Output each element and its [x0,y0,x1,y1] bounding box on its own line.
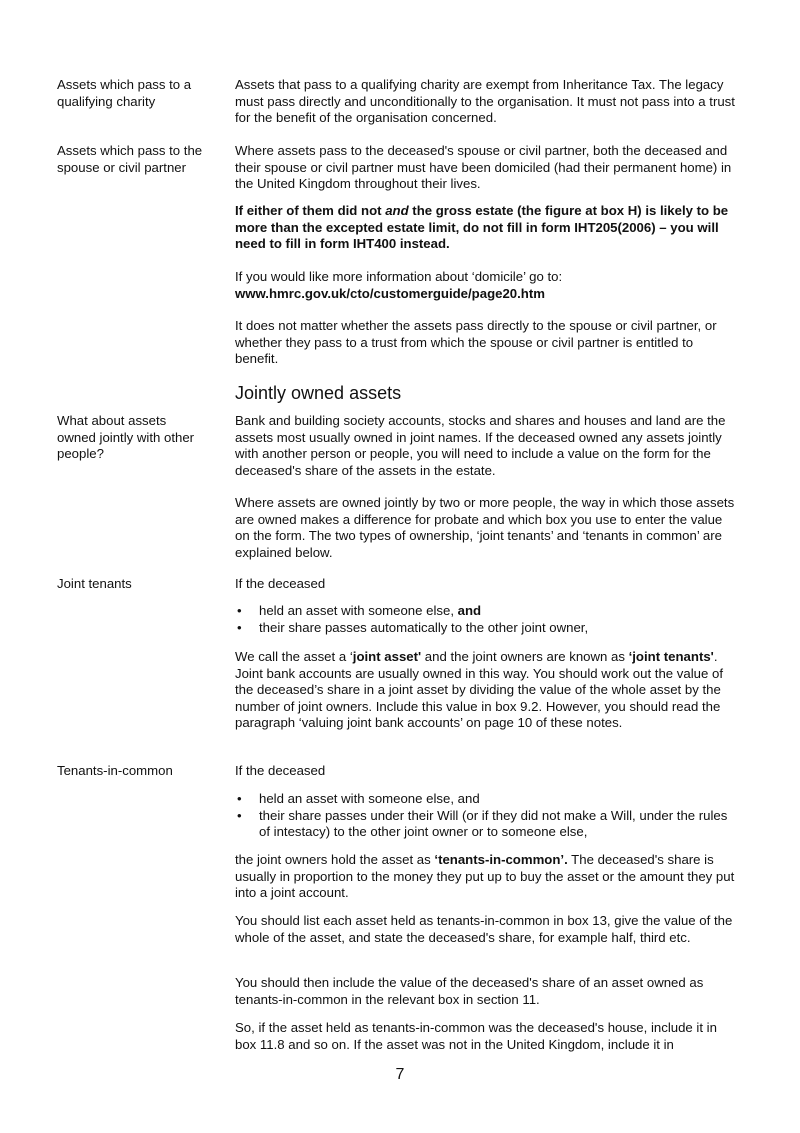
charity-text: Assets that pass to a qualifying charity are exempt from Inheritance Tax. The legacy must pass directly and unconditionally to the organisation. It must not pass into a trust for the benefit of the organisation concerned. [235,77,735,125]
tic-p2-text: You should list each asset held as tenants-in-common in box 13, give the value of the whole of the asset, and state the deceased's share, for example half, third etc. [235,913,733,945]
jointly-paragraph-2 [235,495,740,561]
side-label-jointly: What about assets owned jointly with other people? [57,413,195,461]
spouse-paragraph-4 [235,318,740,368]
jt-text-a: We call the asset a ‘ [235,649,353,664]
bullet-icon: • [237,603,242,618]
list-item [235,808,740,841]
spouse-warning-and: and [385,203,409,218]
bullet-icon: • [237,807,242,823]
bullet-text: their share passes automatically to the other joint owner, [259,619,589,635]
jt-bold-joint-asset: joint asset' [352,649,422,664]
tic-intro [235,763,740,780]
tic-paragraph-4 [235,1020,740,1053]
bullet-text: held an asset with someone else, and [259,791,480,806]
domicile-info [235,269,740,302]
jointly-p2-text: Where assets are owned jointly by two or more people, the way in which those assets are owned makes a difference for probate and which box you use to enter the value on the form. The two types of ownership, ‘joint tenants’ and ‘tenants in common’ are explained below. [235,495,735,560]
jt-bold-joint-tenants: ‘joint tenants' [628,649,714,664]
spouse-warning [235,203,740,253]
tic-p1-bold: ‘tenants-in-common’. [434,852,568,867]
page-number: 7 [395,1066,405,1083]
jt-text-c: and the joint owners are known as [421,649,629,664]
bullet-text: their share passes under their Will (or if they did not make a Will, under the rules of intestacy) to the other joint owner or to someone else, [259,807,728,839]
joint-tenants-intro [235,576,740,593]
section-heading: Jointly owned assets [235,383,402,403]
tic-bullets [235,791,740,841]
spouse-paragraph-4-text: It does not matter whether the assets pass directly to the spouse or civil partner, or whether they pass to a trust from which the spouse or civil partner is entitled to benefit. [235,318,717,366]
tic-p1-b: The deceased's share is usually in proportion to the money they put up to buy the asset or the amount they put into a joint account. [235,852,735,900]
spouse-warning-a: If either of them did not [235,203,386,218]
bullet-bold: and [457,603,482,618]
side-label-charity: Assets which pass to a qualifying charity [57,77,192,109]
joint-tenants-bullets [235,603,740,636]
spouse-warning-b: the gross estate (the figure at box H) is likely to be more than the excepted estate limit, do not fill in form IHT205(2006) – you will need to fill in form IHT400 instead. [235,203,729,251]
tic-intro-text: If the deceased [235,763,326,778]
list-item [235,620,740,637]
side-label-joint-tenants: Joint tenants [57,576,132,591]
jointly-p1-text: Bank and building society accounts, stocks and shares and houses and land are the assets most usually owned in joint names. If the deceased owned any assets jointly with another person or people, you will need to include a value on the form for the deceased's share of the assets in the estate. [235,413,726,478]
bullet-text: held an asset with someone else, [259,603,458,618]
jointly-owned-heading-wrap [235,382,740,404]
side-label-tenants-in-common: Tenants-in-common [57,763,173,778]
charity-paragraph [235,77,740,127]
bullet-icon: • [237,619,242,635]
spouse-section [235,143,740,193]
bullet-icon: • [237,791,242,806]
joint-tenants-intro-text: If the deceased [235,576,326,591]
joint-tenants-paragraph [235,649,740,732]
domicile-line: If you would like more information about ‘domicile’ go to: [235,269,563,284]
tic-paragraph-3 [235,975,740,1008]
tic-p3-text: You should then include the value of the deceased's share of an asset owned as tenants-in-common in the relevant box in section 11. [235,975,704,1007]
spouse-paragraph-1: Where assets pass to the deceased's spouse or civil partner, both the deceased and their spouse or civil partner must have been domiciled (had their permanent home) in the United Kingdom throughout their lives. [235,143,732,191]
list-item [235,791,740,808]
side-label-spouse: Assets which pass to the spouse or civil partner [57,143,203,175]
jointly-paragraph-1 [235,413,740,479]
tic-p1-a: the joint owners hold the asset as [235,852,435,867]
domicile-link[interactable]: www.hmrc.gov.uk/cto/customerguide/page20.htm [235,285,545,301]
jt-text-d: . Joint bank accounts are usually owned in this way. You should work out the value of the deceased’s share in a joint asset by dividing the value of the whole asset by the number of joint owners. Include this value in box 9.2. However, you should read the paragraph ‘valuing joint bank accounts’ on page 10 of these notes. [235,649,723,730]
tic-paragraph-1 [235,852,740,902]
list-item [235,603,740,620]
tic-paragraph-2 [235,913,740,946]
tic-p4-text: So, if the asset held as tenants-in-common was the deceased's house, include it in box 11.8 and so on. If the asset was not in the United Kingdom, include it in [235,1020,717,1052]
